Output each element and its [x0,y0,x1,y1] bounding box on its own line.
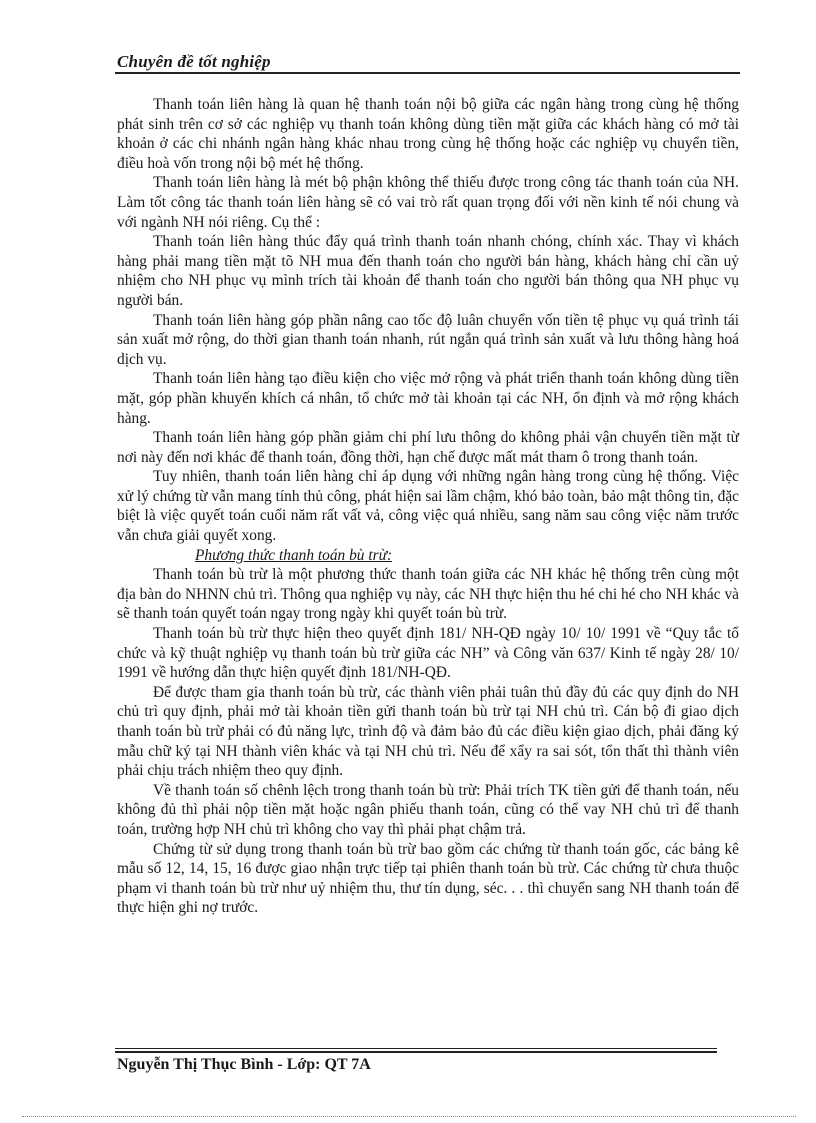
paragraph: Về thanh toán số chênh lệch trong thanh toán bù trừ: Phải trích TK tiền gửi để thanh toán, nếu không đủ thì phải nộp tiền mặt hoặc ngân phiếu thanh toán, cũng có thể vay NH chủ trì để thanh toán, trường hợp NH chủ trì không cho vay thì phải phạt chậm trả. [117,781,739,838]
section-subheading: Phương thức thanh toán bù trừ: [195,546,393,564]
paragraph: Thanh toán liên hàng là mét bộ phận không thể thiếu được trong công tác thanh toán của NH. Làm tốt công tác thanh toán liên hàng sẽ có vai trò rất quan trọng đối với nền kinh tế nói chung và với ngành NH nói riêng. Cụ thể : [117,174,739,231]
paragraph: Thanh toán bù trừ thực hiện theo quyết định 181/ NH-QĐ ngày 10/ 10/ 1991 về “Quy tắc tổ chức và kỹ thuật nghiệp vụ thanh toán bù trừ giữa các NH” và Công văn 637/ Kinh tế ngày 28/ 10/ 1991 về hướng dẫn thực hiện quyết định 181/NH-QĐ. [117,625,739,682]
document-body [117,95,739,918]
paragraph: Thanh toán liên hàng là quan hệ thanh toán nội bộ giữa các ngân hàng trong cùng hệ thống phát sinh trên cơ sở các nghiệp vụ thanh toán không dùng tiền mặt giữa các khách hàng có mở tài khoản ở các chi nhánh ngân hàng khác nhau trong cùng hệ thống hoặc các nghiệp vụ chuyển tiền, điều hoà vốn trong nội bộ mét hệ thống. [117,96,739,172]
header-title: Chuyên đề tốt nghiệp [117,52,271,71]
paragraph: Thanh toán liên hàng tạo điều kiện cho việc mở rộng và phát triển thanh toán không dùng tiền mặt, góp phần khuyến khích cá nhân, tổ chức mở tài khoản tại các NH, ổn định và mở rộng khách hàng. [117,370,739,427]
paragraph: Để được tham gia thanh toán bù trừ, các thành viên phải tuân thủ đầy đủ các quy định do NH chủ trì quy định, phải mở tài khoản tiền gửi thanh toán bù trừ tại NH chủ trì. Cán bộ đi giao dịch thanh toán bù trừ phải có đủ năng lực, trình độ và đảm bảo đủ các điều kiện giao dịch, phải đăng ký mẫu chữ ký tại NH thành viên khác và tại NH chủ trì. Nếu để xẩy ra sai sót, tổn thất thì thành viên phải chịu trách nhiệm theo quy định. [117,683,739,780]
paragraph: Thanh toán bù trừ là một phương thức thanh toán giữa các NH khác hệ thống trên cùng một địa bàn do NHNN chủ trì. Thông qua nghiệp vụ này, các NH thực hiện thu hé chi hé cho NH khác và sẽ thanh toán quyết toán ngay trong ngày khi quyết toán bù trừ. [117,566,739,623]
paragraph: Thanh toán liên hàng góp phần giảm chi phí lưu thông do không phải vận chuyển tiền mặt từ nơi này đến nơi khác để thanh toán, đồng thời, hạn chế được mất mát tham ô trong thanh toán. [117,429,739,466]
paragraph: Tuy nhiên, thanh toán liên hàng chỉ áp dụng với những ngân hàng trong cùng hệ thống. Việc xử lý chứng từ vẫn mang tính thủ công, phát hiện sai lầm chậm, khó bảo toàn, bảo mật thông tin, đặc biệt là việc quyết toán cuối năm rất vất vả, công việc quá nhiều, sang năm sau công việc năm trước vẫn chưa giải quyết xong. [117,468,739,545]
header-rule [115,72,740,74]
page-edge [22,1116,796,1117]
footer-rule [115,1048,717,1049]
footer-author: Nguyễn Thị Thục Bình - Lớp: QT 7A [117,1056,371,1073]
paragraph: Chứng từ sử dụng trong thanh toán bù trừ bao gồm các chứng từ thanh toán gốc, các bảng kê mẫu số 12, 14, 15, 16 được giao nhận trực tiếp tại phiên thanh toán bù trừ. Các chứng từ chưa thuộc phạm vi thanh toán bù trừ như uỷ nhiệm thu, thư tín dụng, séc. . . thì chuyển sang NH thanh toán để thực hiện ghi nợ trước. [117,840,739,917]
paragraph: Thanh toán liên hàng góp phần nâng cao tốc độ luân chuyển vốn tiền tệ phục vụ quá trình tái sản xuất mở rộng, do thời gian thanh toán nhanh, rút ngắn quá trình sản xuất và lưu thông hàng hoá dịch vụ. [117,311,739,368]
footer-rule [115,1051,717,1053]
paragraph: Thanh toán liên hàng thúc đẩy quá trình thanh toán nhanh chóng, chính xác. Thay vì khách hàng phải mang tiền mặt tõ NH mua đến thanh toán cho người bán hàng, khách hàng chỉ cần uỷ nhiệm cho NH phục vụ mình trích tài khoản để thanh toán cho người bán thông qua NH phục vụ người bán. [117,233,739,309]
